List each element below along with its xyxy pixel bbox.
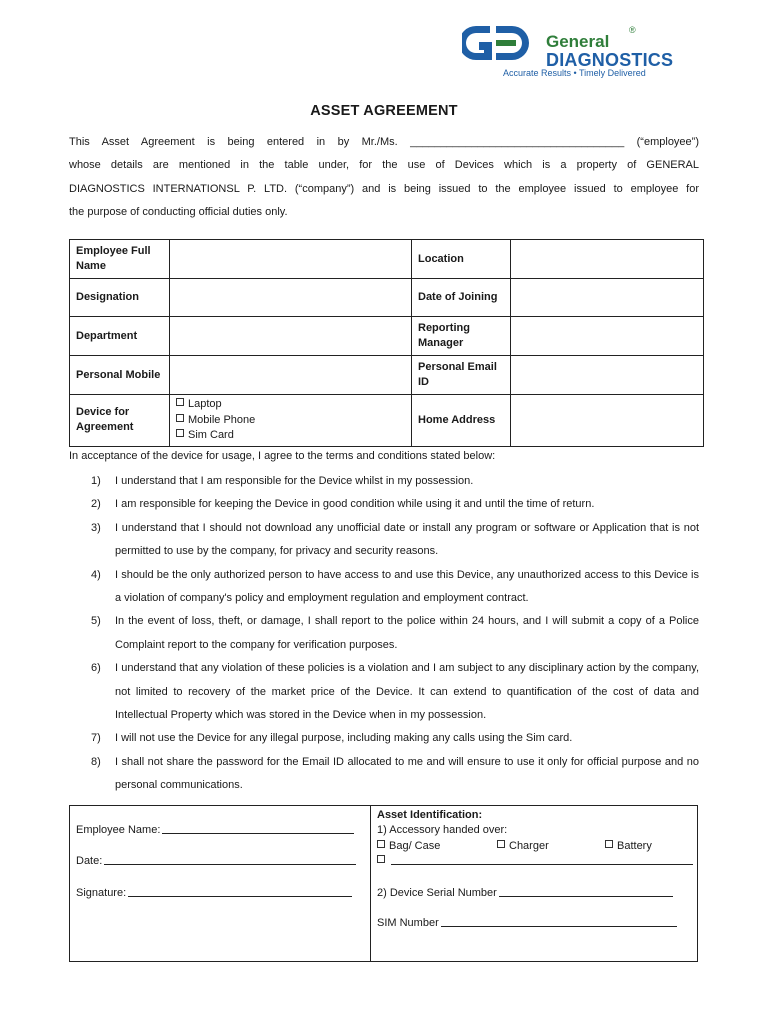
checkbox-icon[interactable] bbox=[605, 840, 613, 848]
device-option-label: Laptop bbox=[188, 398, 222, 410]
table-row bbox=[70, 279, 704, 317]
employee-info-table bbox=[69, 239, 704, 447]
list-item bbox=[69, 493, 699, 516]
logo-word-diagnostics: DIAGNOSTICS bbox=[546, 50, 674, 70]
checkbox-icon[interactable] bbox=[176, 429, 184, 437]
list-item bbox=[69, 610, 699, 657]
sim-number-input[interactable] bbox=[441, 916, 677, 927]
term-number: 6) bbox=[91, 662, 101, 675]
label-home-address: Home Address bbox=[412, 395, 511, 447]
location-field[interactable] bbox=[511, 240, 704, 279]
term-text: I am responsible for keeping the Device in good condition while using it and until the time of return. bbox=[115, 498, 595, 511]
personal-email-field[interactable] bbox=[511, 356, 704, 395]
term-text: I understand that I am responsible for the Device whilst in my possession. bbox=[115, 475, 474, 487]
signature-line bbox=[76, 886, 352, 900]
term-number: 4) bbox=[91, 568, 101, 581]
sim-number-line bbox=[377, 916, 677, 930]
gd-logo-icon bbox=[462, 20, 542, 66]
term-text: In the event of loss, theft, or damage, I shall report to the police within 24 hours, and I will submit a copy of a Police Complaint report to the company for verification purposes. bbox=[115, 615, 699, 651]
checkbox-icon[interactable] bbox=[497, 840, 505, 848]
label-location: Location bbox=[412, 240, 511, 279]
sim-number-label: SIM Number bbox=[377, 917, 439, 929]
signature-label: Signature: bbox=[76, 887, 127, 899]
date-line bbox=[76, 854, 356, 868]
accessory-other-input[interactable] bbox=[391, 854, 693, 865]
department-field[interactable] bbox=[170, 317, 412, 356]
label-employee-full-name: Employee Full Name bbox=[70, 240, 170, 279]
registered-mark: ® bbox=[629, 25, 636, 35]
intro-paragraph bbox=[69, 131, 699, 225]
list-item bbox=[69, 727, 699, 750]
term-text: I will not use the Device for any illegal purpose, including making any calls using the Sim card. bbox=[115, 732, 573, 745]
designation-field[interactable] bbox=[170, 279, 412, 317]
list-item bbox=[69, 564, 699, 611]
label-personal-mobile: Personal Mobile bbox=[70, 356, 170, 395]
device-option-sim-card[interactable] bbox=[176, 428, 405, 444]
table-row bbox=[70, 317, 704, 356]
term-number: 7) bbox=[91, 732, 101, 745]
table-row bbox=[70, 240, 704, 279]
checkbox-icon[interactable] bbox=[176, 398, 184, 406]
checkbox-icon[interactable] bbox=[377, 855, 385, 863]
table-row bbox=[70, 356, 704, 395]
intro-line: the purpose of conducting official duties only. bbox=[69, 206, 288, 219]
date-of-joining-field[interactable] bbox=[511, 279, 704, 317]
signature-input[interactable] bbox=[128, 886, 352, 897]
term-text: I understand that I should not download any unofficial date or install any program or software or Application that is not permitted to use by the company, for privacy and security reasons. bbox=[115, 521, 699, 558]
label-designation: Designation bbox=[70, 279, 170, 317]
list-item bbox=[69, 657, 699, 727]
device-option-laptop[interactable] bbox=[176, 397, 405, 413]
date-label: Date: bbox=[76, 855, 103, 867]
accessory-handed-label: 1) Accessory handed over: bbox=[377, 824, 508, 836]
accessory-other[interactable] bbox=[377, 854, 693, 868]
acceptance-statement: In acceptance of the device for usage, I agree to the terms and conditions stated below: bbox=[69, 450, 496, 462]
device-serial-label: 2) Device Serial Number bbox=[377, 887, 497, 899]
term-number: 3) bbox=[91, 521, 101, 534]
device-serial-line bbox=[377, 886, 673, 900]
accessory-charger[interactable] bbox=[497, 839, 549, 853]
term-number: 5) bbox=[91, 615, 101, 628]
device-options bbox=[170, 395, 412, 447]
term-number: 8) bbox=[91, 755, 101, 768]
accessory-label: Battery bbox=[617, 840, 652, 852]
logo-tagline: Accurate Results • Timely Delivered bbox=[503, 68, 646, 78]
device-serial-input[interactable] bbox=[499, 886, 673, 897]
label-reporting-manager: Reporting Manager bbox=[412, 317, 511, 356]
intro-line: This Asset Agreement is being entered in by Mr./Ms. ___________________________________ (“employee”) bbox=[69, 136, 699, 148]
list-item bbox=[69, 517, 699, 564]
accessory-label: Charger bbox=[509, 840, 549, 852]
label-personal-email: Personal Email ID bbox=[412, 356, 511, 395]
employee-name-line bbox=[76, 823, 354, 837]
term-text: I understand that any violation of these policies is a violation and I am subject to any disciplinary action by the company, not limited to recovery of the market price of the Device. It can extend to quantification of the cost of data and Intellectual Property which was stored in the Device when in my possession. bbox=[115, 662, 699, 722]
reporting-manager-field[interactable] bbox=[511, 317, 704, 356]
home-address-field[interactable] bbox=[511, 395, 704, 447]
employee-name-label: Employee Name: bbox=[76, 824, 161, 836]
device-option-label: Sim Card bbox=[188, 429, 234, 441]
employee-full-name-field[interactable] bbox=[170, 240, 412, 279]
logo-word-general: General bbox=[546, 32, 610, 51]
table-row bbox=[70, 395, 704, 447]
document-title: ASSET AGREEMENT bbox=[310, 103, 458, 119]
label-device-for-agreement: Device for Agreement bbox=[70, 395, 170, 447]
intro-line: whose details are mentioned in the table under, for the use of Devices which is a property of GENERAL bbox=[69, 159, 699, 172]
term-text: I should be the only authorized person to have access to and use this Device, any unauthorized access to this Device is a violation of company's policy and employment regulation and employment contract. bbox=[115, 568, 699, 605]
accessory-label: Bag/ Case bbox=[389, 840, 441, 852]
label-department: Department bbox=[70, 317, 170, 356]
date-input[interactable] bbox=[104, 854, 356, 865]
checkbox-icon[interactable] bbox=[377, 840, 385, 848]
employee-name-input[interactable] bbox=[162, 823, 354, 834]
label-date-of-joining: Date of Joining bbox=[412, 279, 511, 317]
accessory-bag-case[interactable] bbox=[377, 839, 440, 853]
checkbox-icon[interactable] bbox=[176, 414, 184, 422]
asset-identification-heading: Asset Identification: bbox=[377, 809, 483, 821]
term-text: I shall not share the password for the Email ID allocated to me and will ensure to use it only for official purpose and no personal communications. bbox=[115, 755, 699, 792]
device-option-mobile-phone[interactable] bbox=[176, 413, 405, 429]
term-number: 2) bbox=[91, 498, 101, 511]
signoff-box bbox=[69, 805, 698, 962]
personal-mobile-field[interactable] bbox=[170, 356, 412, 395]
column-divider bbox=[370, 806, 371, 961]
accessory-battery[interactable] bbox=[605, 839, 652, 853]
device-option-label: Mobile Phone bbox=[188, 413, 256, 426]
terms-list bbox=[69, 470, 699, 798]
company-logo bbox=[462, 20, 698, 84]
list-item bbox=[69, 470, 699, 493]
list-item bbox=[69, 751, 699, 798]
intro-line: DIAGNOSTICS INTERNATIONSL P. LTD. (“company”) and is being issued to the employee issued to employee for bbox=[69, 182, 699, 195]
term-number: 1) bbox=[91, 475, 101, 487]
